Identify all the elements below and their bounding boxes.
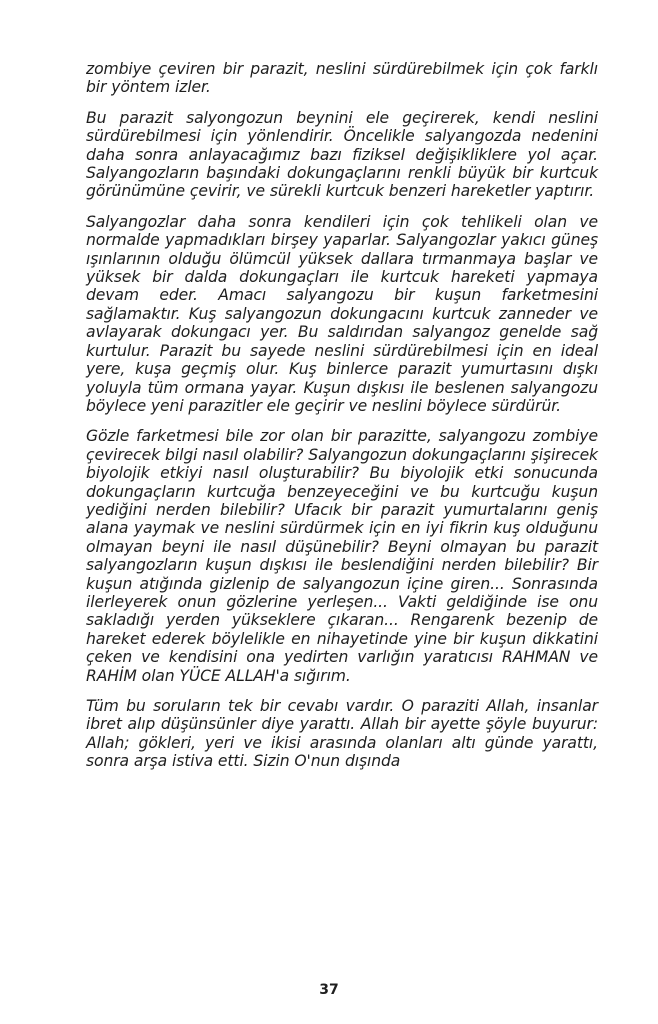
body-text (86, 60, 598, 783)
paragraph-3: Salyangozlar daha sonra kendileri için çok tehlikeli olan ve normalde yapmadıkları birşey yaparlar. Salyangozlar yakıcı güneş ışınlarının olduğu ölümcül yüksek dallara tırmanmaya başlar ve yüksek bir dalda dokungaçları ile kurtcuk hareketi yapmaya devam eder. Amacı salyangozu bir kuşun farketmesini sağlamaktır. Kuş salyangozun dokungacını kurtcuk zanneder ve avlayarak dokungacı yer. Bu saldırıdan salyangoz genelde sağ kurtulur. Parazit bu sayede neslini sürdürebilmesi için en ideal yere, kuşa geçmiş olur. Kuş binlerce parazit yumurtasını dışkı yoluyla tüm ormana yayar. Kuşun dışkısı ile beslenen salyangozu böylece yeni parazitler ele geçirir ve neslini böylece sürdürür. (86, 212, 598, 415)
paragraph-2: Bu parazit salyongozun beynini ele geçirerek, kendi neslini sürdürebilmesi için yönlendirir. Öncelikle salyangozda nedenini daha sonra anlayacağımız bazı fiziksel değişikliklere yol açar. Salyangozların başındaki dokungaçlarını renkli büyük bir kurtcuk görünümüne çevirir, ve sürekli kurtcuk benzeri hareketler yaptırır. (86, 108, 598, 201)
page-number: 37 (319, 982, 339, 998)
paragraph-5: Tüm bu soruların tek bir cevabı vardır. O paraziti Allah, insanlar ibret alıp düşünsünler diye yarattı. Allah bir ayette şöyle buyurur: Allah; gökleri, yeri ve ikisi arasında olanları altı günde yarattı, sonra arşa istiva etti. Sizin O'nun dışında (86, 697, 598, 771)
paragraph-4: Gözle farketmesi bile zor olan bir parazitte, salyangozu zombiye çevirecek bilgi nasıl olabilir? Salyangozun dokungaçlarını şişirecek biyolojik etkiyi nasıl oluşturabilir? Bu biyolojik etki sonucunda dokungaçların kurtcuğa benzeyeceğini ve bu kurtcuğu kuşun yediğini nerden bilebilir? Ufacık bir parazit yumurtalarını geniş alana yaymak ve neslini sürdürmek için en iyi fikrin kuş olduğunu olmayan beyni ile nasıl düşünebilir? Beyni olmayan bu parazit salyangozların kuşun dışkısı ile beslendiğini nerden bilebilir? Bir kuşun atığında gizlenip de salyangozun içine giren... Sonrasında ilerleyerek onun gözlerine yerleşen... Vakti geldiğinde ise onu sakladığı yerden yükseklere çıkaran... Rengarenk bezenip de hareket ederek böylelikle en nihayetinde yine bir kuşun dikkatini çeken ve kendisini ona yedirten varlığın yaratıcısı RAHMAN ve RAHİM olan YÜCE ALLAH'a sığırım. (86, 427, 598, 685)
paragraph-1: zombiye çeviren bir parazit, neslini sürdürebilmek için çok farklı bir yöntem izler. (86, 60, 598, 97)
